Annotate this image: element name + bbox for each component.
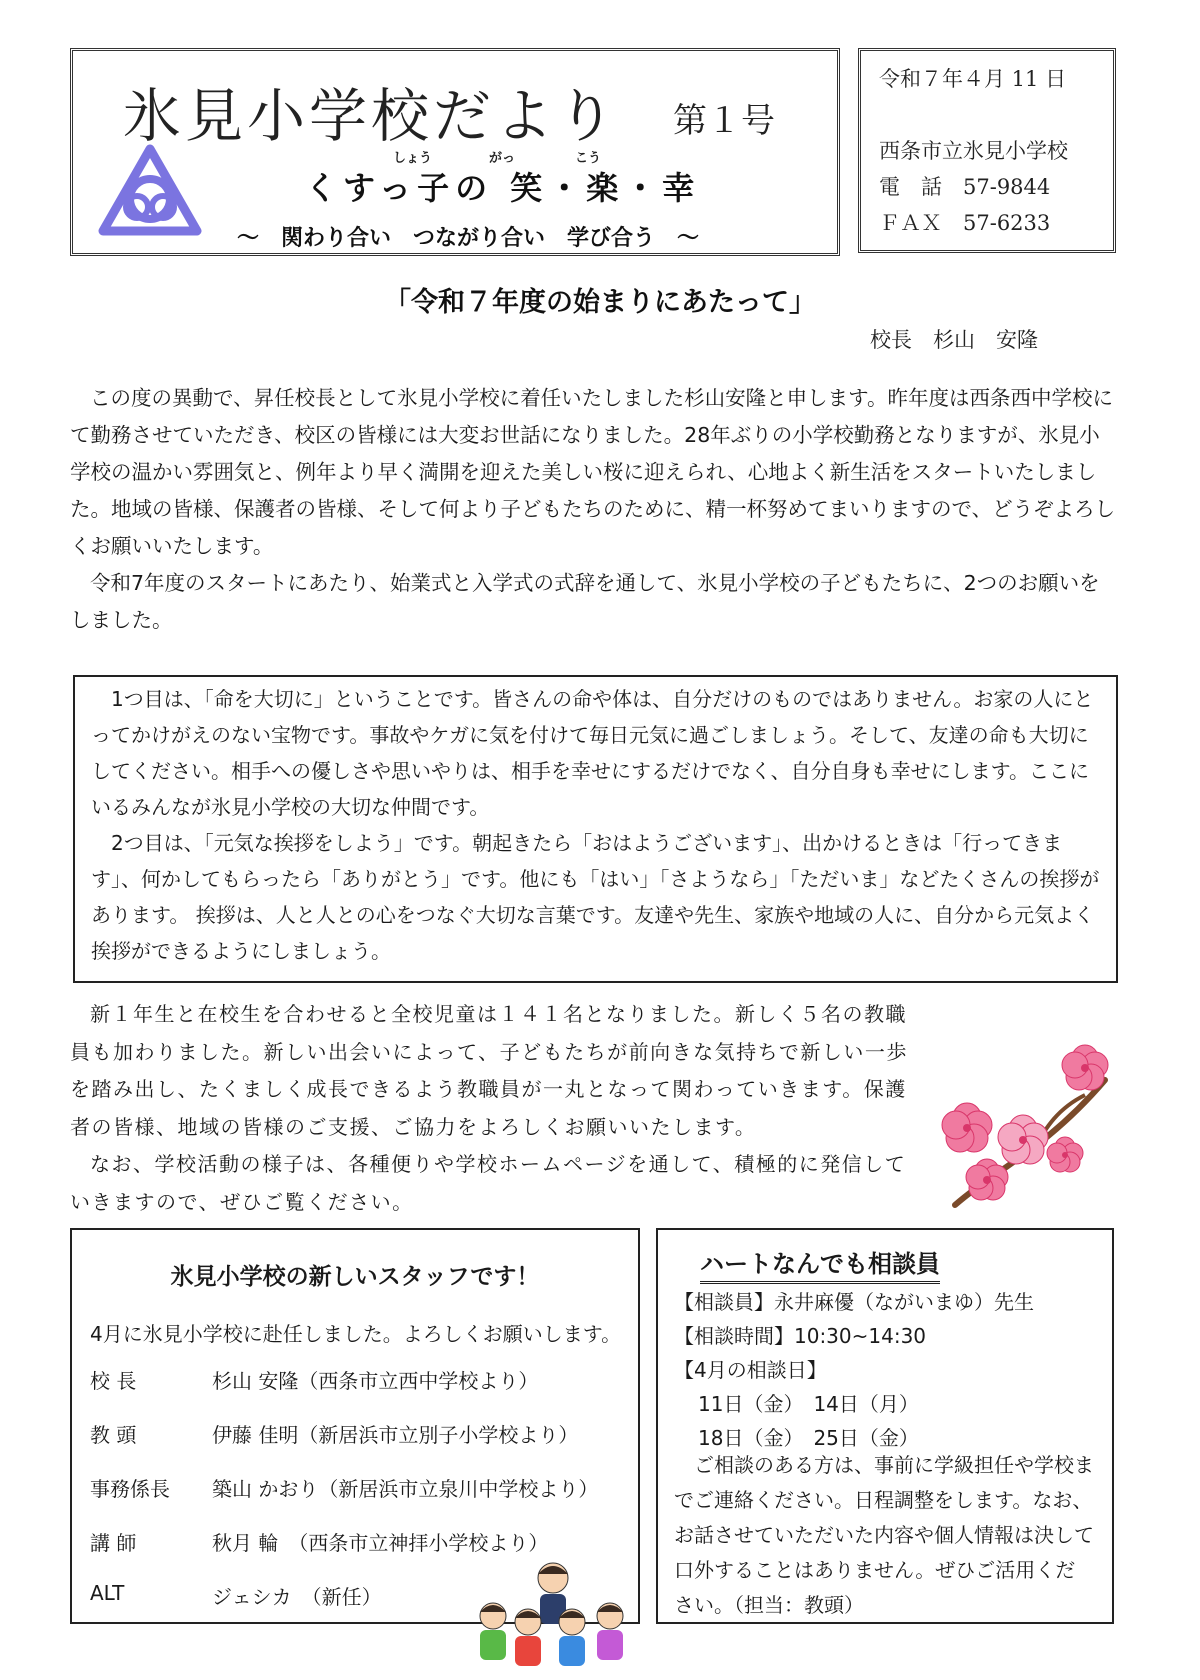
newsletter-title: 氷見小学校だより [123, 82, 620, 150]
request-2: 2つ目は、「元気な挨拶をしよう」です。朝起きたら「おはようございます」、出かけるときは「行ってきます」、何かしてもらったら「ありがとう」です。他にも「はい」「さようなら」「ただいま」などたくさんの挨拶があります。 挨拶は、人と人との心をつなぐ大切な言葉です。友達や先生、家族や地域の人に、自分から元気よく挨拶ができるようにしましょう。 [91, 831, 1100, 963]
fax-number: ＦＡＸ 57-6233 [879, 211, 1051, 235]
staff-role: 講 師 [90, 1531, 137, 1555]
phone-number: 電 話 57-9844 [879, 175, 1051, 199]
article-author: 校長 杉山 安隆 [870, 328, 1038, 352]
article-closing [70, 996, 910, 1221]
school-slogan: くすっ子の 笑・楽・幸 [305, 169, 701, 207]
staff-name: 杉山 安隆（西条市立西中学校より） [212, 1369, 539, 1393]
issue-number: 第１号 [673, 101, 775, 141]
paragraph-2: 令和7年度のスタートにあたり、始業式と入学式の式辞を通して、氷見小学校の子どもたちに、2つのお願いをしました。 [70, 571, 1100, 632]
staff-intro: 4月に氷見小学校に赴任しました。よろしくお願いします。 [90, 1322, 622, 1346]
cherry-blossom-icon [935, 1040, 1120, 1215]
staff-role: 校 長 [90, 1369, 137, 1393]
paragraph-3: 新１年生と在校生を合わせると全校児童は１４１名となりました。新しく５名の教職員も加わりました。新しい出会いによって、子どもたちが前向きな気持ちで新しい一歩を踏み出し、たくましく成長できるよう教職員が一丸となって関わっていきます。保護者の皆様、地域の皆様のご支援、ご協力をよろしくお願いいたします。 [70, 1002, 908, 1139]
two-requests-box [73, 675, 1118, 983]
consult-days-label: 【4月の相談日】 [674, 1358, 827, 1382]
staff-title: 氷見小学校の新しいスタッフです！ [170, 1264, 540, 1290]
paragraph-4: なお、学校活動の様子は、各種便りや学校ホームページを通して、積極的に発信していきますので、ぜひご覧ください。 [70, 1152, 907, 1214]
ruby-ko: こう [575, 151, 602, 166]
counselor-title: ハートなんでも相談員 [700, 1244, 940, 1284]
staff-name: 伊藤 佳明（新居浜市立別子小学校より） [212, 1423, 579, 1447]
consult-hours: 【相談時間】10:30~14:30 [674, 1324, 927, 1348]
counselor-box [656, 1228, 1114, 1624]
consult-days-row: 11日（金） 14日（月） [698, 1392, 919, 1416]
request-1: 1つ目は、「命を大切に」ということです。皆さんの命や体は、自分だけのものではありません。お家の人にとってかけがえのない宝物です。事故やケガに気を付けて毎日元気に過ごしましょう。そして、友達の命も大切にしてください。相手への優しさや思いやりは、相手を幸せにするだけでなく、自分自身も幸せにします。ここにいるみんなが氷見小学校の大切な仲間です。 [91, 687, 1094, 819]
children-illustration-icon [468, 1556, 638, 1674]
school-info-box [858, 48, 1116, 253]
ruby-sho: しょう [393, 151, 433, 166]
consult-note: ご相談のある方は、事前に学級担任や学校までご連絡ください。日程調整をします。なお、お話させていただいた内容や個人情報は決して口外することはありません。ぜひご活用ください。（担当：教頭） [674, 1453, 1094, 1617]
school-name: 西条市立氷見小学校 [879, 139, 1068, 163]
article-heading: 「令和７年度の始まりにあたって」 [384, 287, 816, 318]
masthead-box [70, 48, 840, 256]
article-intro [70, 380, 1120, 639]
paragraph-1: この度の異動で、昇任校長として氷見小学校に着任いたしました杉山安隆と申します。昨年度は西条西中学校にて勤務させていただき、校区の皆様には大変お世話になりました。28年ぶりの小学校勤務となりますが、氷見小学校の温かい雰囲気と、例年より早く満開を迎えた美しい桜に迎えられ、心地よく新生活をスタートいたしました。地域の皆様、保護者の皆様、そして何より子どもたちのために、精一杯努めてまいりますので、どうぞよろしくお願いいたします。 [70, 386, 1116, 558]
counselor-name: 【相談員】永井麻優（ながいまゆ）先生 [674, 1290, 1034, 1314]
issue-date: 令和７年４月 11 日 [879, 67, 1067, 91]
consult-days-row: 18日（金） 25日（金） [698, 1426, 919, 1450]
school-logo-icon [95, 141, 205, 241]
staff-role: 教 頭 [90, 1423, 137, 1447]
requests-text [91, 681, 1103, 969]
staff-role: 事務係長 [90, 1477, 170, 1501]
staff-name: 築山 かおり（新居浜市立泉川中学校より） [212, 1477, 599, 1501]
ruby-ga: がっ [489, 151, 516, 166]
staff-name: ジェシカ （新任） [212, 1585, 382, 1609]
staff-name: 秋月 輪 （西条市立神拝小学校より） [212, 1531, 549, 1555]
school-motto: ～ 関わり合い つながり合い 学び合う ～ [237, 226, 700, 251]
staff-role: ALT [90, 1581, 125, 1605]
